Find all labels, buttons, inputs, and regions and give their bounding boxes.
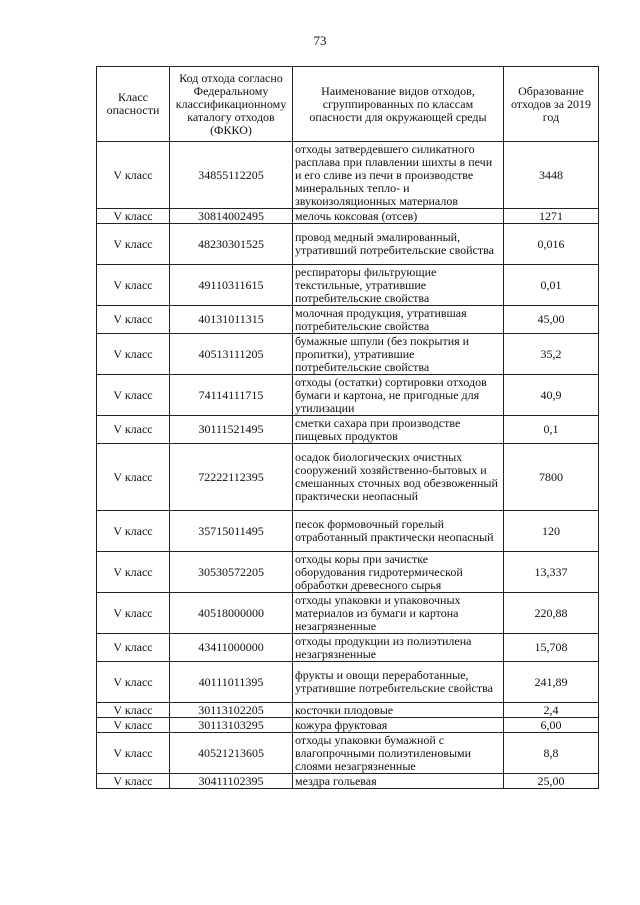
waste-name-cell: молочная продукция, утратившая потребительские свойства bbox=[293, 306, 504, 334]
waste-name-cell: отходы продукции из полиэтилена незагрязненные bbox=[293, 634, 504, 662]
table-row bbox=[97, 774, 599, 789]
table-row bbox=[97, 511, 599, 552]
table-row bbox=[97, 703, 599, 718]
waste-name-cell: фрукты и овощи переработанные, утратившие потребительские свойства bbox=[293, 662, 504, 703]
fkko-code-cell: 30113102205 bbox=[170, 703, 293, 718]
fkko-code-cell: 30530572205 bbox=[170, 552, 293, 593]
generation-amount-cell: 15,708 bbox=[504, 634, 599, 662]
fkko-code-cell: 49110311615 bbox=[170, 265, 293, 306]
hazard-class-cell: V класс bbox=[97, 593, 170, 634]
waste-name-cell: косточки плодовые bbox=[293, 703, 504, 718]
hazard-class-cell: V класс bbox=[97, 306, 170, 334]
table-row bbox=[97, 444, 599, 511]
fkko-code-cell: 40518000000 bbox=[170, 593, 293, 634]
generation-amount-cell: 8,8 bbox=[504, 733, 599, 774]
waste-name-cell: отходы (остатки) сортировки отходов бумаги и картона, не пригодные для утилизации bbox=[293, 375, 504, 416]
header-row bbox=[97, 67, 599, 142]
table-row bbox=[97, 718, 599, 733]
fkko-code-cell: 40513111205 bbox=[170, 334, 293, 375]
generation-amount-cell: 241,89 bbox=[504, 662, 599, 703]
table-body bbox=[97, 142, 599, 789]
table-row bbox=[97, 662, 599, 703]
hazard-class-cell: V класс bbox=[97, 224, 170, 265]
table-row bbox=[97, 334, 599, 375]
fkko-code-cell: 30411102395 bbox=[170, 774, 293, 789]
page-number: 73 bbox=[313, 33, 327, 48]
hazard-class-cell: V класс bbox=[97, 511, 170, 552]
generation-amount-cell: 0,016 bbox=[504, 224, 599, 265]
fkko-code-cell: 30814002495 bbox=[170, 209, 293, 224]
waste-table bbox=[96, 66, 599, 789]
generation-amount-cell: 220,88 bbox=[504, 593, 599, 634]
hazard-class-cell: V класс bbox=[97, 444, 170, 511]
generation-amount-cell: 2,4 bbox=[504, 703, 599, 718]
hazard-class-cell: V класс bbox=[97, 552, 170, 593]
generation-amount-cell: 25,00 bbox=[504, 774, 599, 789]
fkko-code-cell: 72222112395 bbox=[170, 444, 293, 511]
waste-name-cell: провод медный эмалированный, утративший потребительские свойства bbox=[293, 224, 504, 265]
hazard-class-cell: V класс bbox=[97, 416, 170, 444]
generation-amount-cell: 1271 bbox=[504, 209, 599, 224]
header-hazard-class: Класс опасности bbox=[97, 67, 170, 142]
header-fkko-code: Код отхода согласно Федеральному классификационному каталогу отходов (ФККО) bbox=[170, 67, 293, 142]
fkko-code-cell: 34855112205 bbox=[170, 142, 293, 209]
table-header bbox=[97, 67, 599, 142]
fkko-code-cell: 40131011315 bbox=[170, 306, 293, 334]
generation-amount-cell: 6,00 bbox=[504, 718, 599, 733]
table-row bbox=[97, 209, 599, 224]
table-row bbox=[97, 634, 599, 662]
table-row bbox=[97, 306, 599, 334]
header-generation-2019: Образование отходов за 2019 год bbox=[504, 67, 599, 142]
generation-amount-cell: 35,2 bbox=[504, 334, 599, 375]
generation-amount-cell: 0,01 bbox=[504, 265, 599, 306]
table-row bbox=[97, 142, 599, 209]
hazard-class-cell: V класс bbox=[97, 375, 170, 416]
fkko-code-cell: 40521213605 bbox=[170, 733, 293, 774]
hazard-class-cell: V класс bbox=[97, 265, 170, 306]
generation-amount-cell: 45,00 bbox=[504, 306, 599, 334]
table-row bbox=[97, 733, 599, 774]
hazard-class-cell: V класс bbox=[97, 634, 170, 662]
waste-name-cell: мездра гольевая bbox=[293, 774, 504, 789]
hazard-class-cell: V класс bbox=[97, 718, 170, 733]
waste-name-cell: отходы коры при зачистке оборудования гидротермической обработки древесного сырья bbox=[293, 552, 504, 593]
fkko-code-cell: 48230301525 bbox=[170, 224, 293, 265]
fkko-code-cell: 30113103295 bbox=[170, 718, 293, 733]
generation-amount-cell: 3448 bbox=[504, 142, 599, 209]
waste-name-cell: отходы затвердевшего силикатного расплава при плавлении шихты в печи и его сливе из печи в производстве минеральных тепло- и звукоизоляционных материалов bbox=[293, 142, 504, 209]
header-waste-name: Наименование видов отходов, сгруппированных по классам опасности для окружающей среды bbox=[293, 67, 504, 142]
generation-amount-cell: 0,1 bbox=[504, 416, 599, 444]
hazard-class-cell: V класс bbox=[97, 703, 170, 718]
waste-name-cell: отходы упаковки бумажной с влагопрочными полиэтиленовыми слоями незагрязненные bbox=[293, 733, 504, 774]
hazard-class-cell: V класс bbox=[97, 142, 170, 209]
table-row bbox=[97, 416, 599, 444]
generation-amount-cell: 120 bbox=[504, 511, 599, 552]
waste-name-cell: сметки сахара при производстве пищевых продуктов bbox=[293, 416, 504, 444]
waste-name-cell: бумажные шпули (без покрытия и пропитки), утратившие потребительские свойства bbox=[293, 334, 504, 375]
fkko-code-cell: 40111011395 bbox=[170, 662, 293, 703]
waste-name-cell: осадок биологических очистных сооружений хозяйственно-бытовых и смешанных сточных вод обезвоженный практически неопасный bbox=[293, 444, 504, 511]
waste-name-cell: мелочь коксовая (отсев) bbox=[293, 209, 504, 224]
table-row bbox=[97, 224, 599, 265]
hazard-class-cell: V класс bbox=[97, 209, 170, 224]
hazard-class-cell: V класс bbox=[97, 334, 170, 375]
fkko-code-cell: 35715011495 bbox=[170, 511, 293, 552]
table-row bbox=[97, 552, 599, 593]
table-row bbox=[97, 375, 599, 416]
fkko-code-cell: 30111521495 bbox=[170, 416, 293, 444]
generation-amount-cell: 7800 bbox=[504, 444, 599, 511]
table-row bbox=[97, 593, 599, 634]
generation-amount-cell: 40,9 bbox=[504, 375, 599, 416]
fkko-code-cell: 74114111715 bbox=[170, 375, 293, 416]
generation-amount-cell: 13,337 bbox=[504, 552, 599, 593]
waste-name-cell: кожура фруктовая bbox=[293, 718, 504, 733]
waste-name-cell: песок формовочный горелый отработанный практически неопасный bbox=[293, 511, 504, 552]
table-row bbox=[97, 265, 599, 306]
fkko-code-cell: 43411000000 bbox=[170, 634, 293, 662]
hazard-class-cell: V класс bbox=[97, 774, 170, 789]
waste-name-cell: респираторы фильтрующие текстильные, утратившие потребительские свойства bbox=[293, 265, 504, 306]
hazard-class-cell: V класс bbox=[97, 733, 170, 774]
waste-name-cell: отходы упаковки и упаковочных материалов из бумаги и картона незагрязненные bbox=[293, 593, 504, 634]
hazard-class-cell: V класс bbox=[97, 662, 170, 703]
